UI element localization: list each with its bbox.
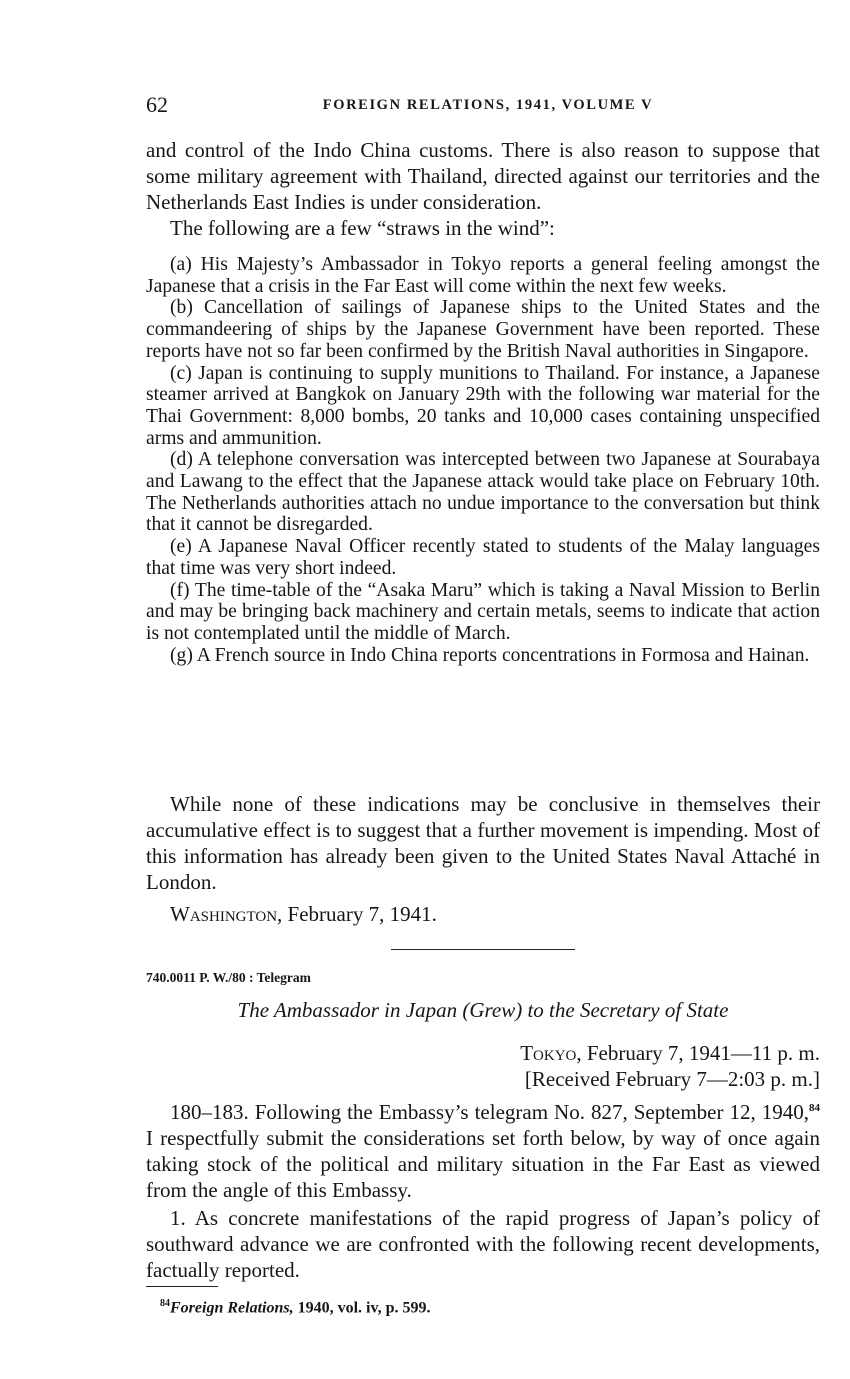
list-item [146,297,820,362]
list-item [146,254,820,297]
footnote [160,1298,430,1317]
item-text: The time-table of the “Asaka Maru” which is taking a Naval Mission to Berlin and may be bringing back machinery and certain metals, seems to indicate that action is not contemplated until the middle of March. [146,579,821,644]
footnote-citation: 1940, vol. iv, p. 599. [293,1299,431,1317]
telegram-paragraph: 180–183. Following the Embassy’s telegram No. 827, September 12, 1940,84 I respectfully submit the considerations set forth below, by way of once again taking stock of the political and military situation in the Far East as viewed from the angle of this Embassy. [146,1100,820,1202]
telegram-paragraph: 1. As concrete manifestations of the rapid progress of Japan’s policy of southward advance we are confronted with the following recent developments, factually reported. [146,1206,820,1282]
telegram-body [146,1099,820,1283]
item-label: (d) [170,449,193,471]
page-number: 62 [146,92,168,117]
dateline [520,1041,820,1066]
item-text: His Majesty’s Ambassador in Tokyo reports a general feeling amongst the Japanese that a crisis in the Far East will come within the next few weeks. [146,254,820,297]
item-label: (b) [170,297,193,319]
section-divider [391,949,575,950]
page-header [146,92,820,120]
conclusion-paragraph: While none of these indications may be conclusive in themselves their accumulative effect is to suggest that a further movement is impending. Most of this information has already been given to the United States Naval Attaché in London. [146,792,820,894]
list-item [146,363,820,450]
item-label: (e) [170,536,192,558]
item-text: A Japanese Naval Officer recently stated to students of the Malay languages that time was very short indeed. [146,536,821,579]
item-label: (g) [170,644,193,666]
item-label: (c) [170,362,192,384]
footnote-rule [146,1286,218,1287]
intro-lead: The following are a few “straws in the wind”: [170,216,555,240]
intro-section [146,137,820,241]
footnote-reference: 84 [809,1102,820,1114]
document-title: The Ambassador in Japan (Grew) to the Secretary of State [237,998,729,1022]
signoff-date: , February 7, 1941. [277,902,437,926]
list-item [146,580,820,645]
list-item [146,645,820,667]
running-title: FOREIGN RELATIONS, 1941, VOLUME V [322,97,654,113]
conclusion-section [146,791,820,927]
file-number: 740.0011 P. W./80 : Telegram [146,970,311,985]
footnote-mark: 84 [160,1298,170,1309]
received-line: [Received February 7—2:03 p. m.] [524,1067,820,1091]
signoff [146,901,820,927]
dateline-time: , February 7, 1941—11 p. m. [576,1041,820,1065]
item-text: A telephone conversation was intercepted between two Japanese at Sourabaya and Lawang to the effect that the Japanese attack would take place on February 10th. The Netherlands authorities attach no undue importance to the conversation but think that it cannot be disregarded. [146,449,820,536]
item-text: Cancellation of sailings of Japanese ships to the United States and the commandeering of ships by the Japanese Government have been reported. These reports have not so far been confirmed by the British Naval authorities in Singapore. [146,297,821,362]
items-list [146,254,820,666]
dateline-place: Tokyo [520,1041,577,1065]
intro-paragraph: and control of the Indo China customs. There is also reason to suppose that some military agreement with Thailand, directed against our territories and the Netherlands East Indies is under consideration. [146,138,820,214]
list-item [146,536,820,579]
item-label: (a) [170,254,192,275]
list-item [146,449,820,536]
item-label: (f) [170,579,190,601]
item-text: A French source in Indo China reports concentrations in Formosa and Hainan. [196,644,810,666]
item-text: Japan is continuing to supply munitions to Thailand. For instance, a Japanese steamer arrived at Bangkok on January 29th with the following war material for the Thai Government: 8,000 bombs, 20 tanks and 10,000 cases containing unspecified arms and ammunition. [146,362,820,449]
signoff-place: Washington [170,902,278,926]
footnote-title: Foreign Relations, [170,1299,294,1317]
